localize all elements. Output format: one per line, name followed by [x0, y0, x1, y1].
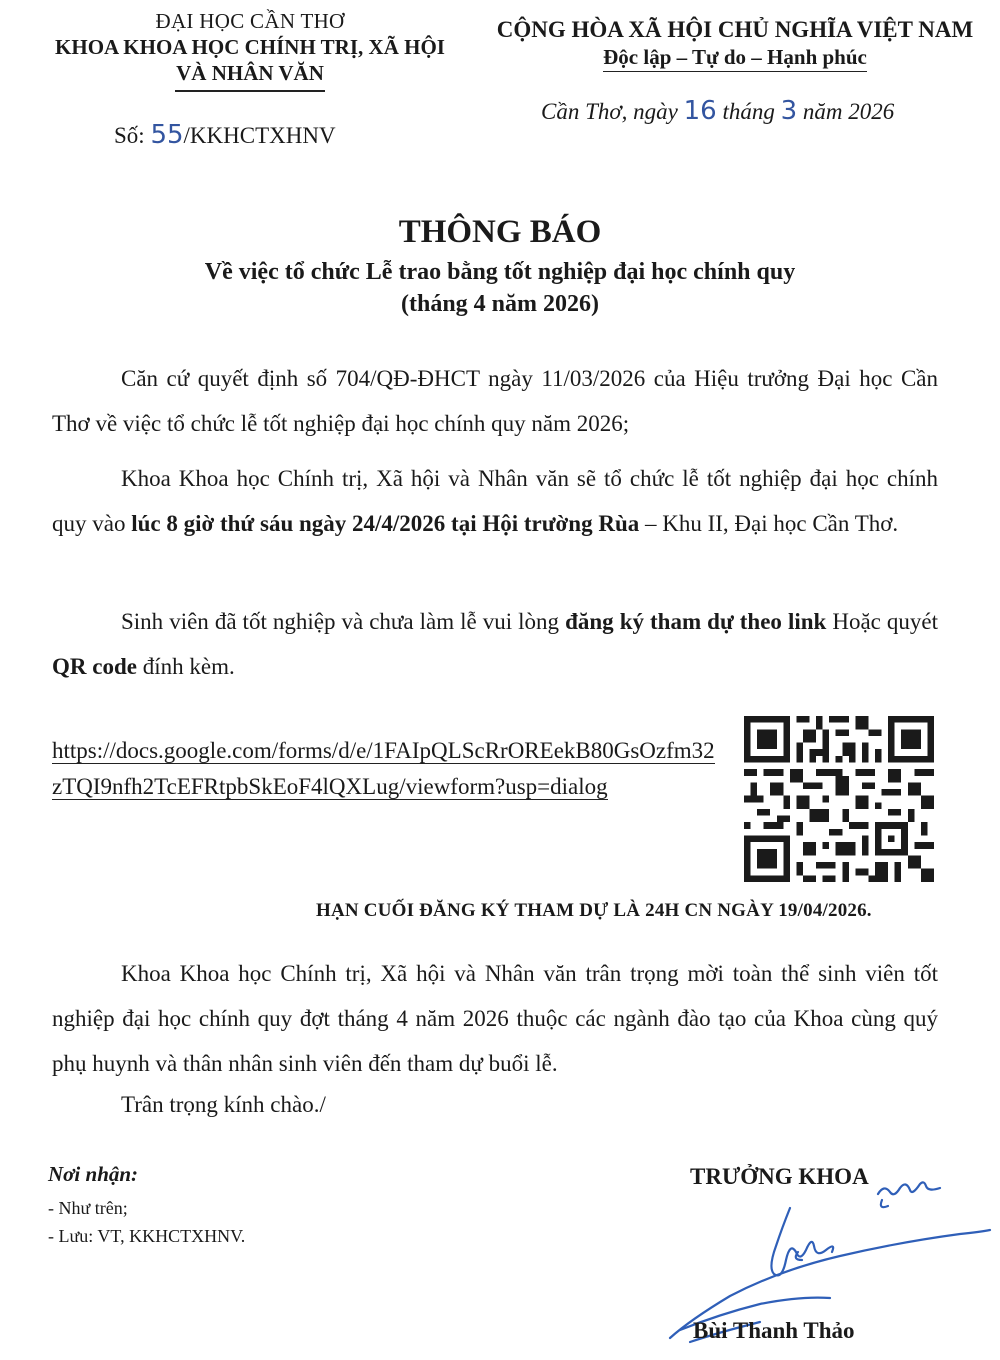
document-date: Cần Thơ, ngày 16 tháng 3 năm 2026: [541, 96, 895, 126]
paragraph-ceremony-info: Khoa Khoa học Chính trị, Xã hội và Nhân văn sẽ tổ chức lễ tốt nghiệp đại học chính quy vào lúc 8 giờ thứ sáu ngày 24/4/2026 tại Hội trường Rùa – Khu II, Đại học Cần Thơ.: [52, 466, 938, 536]
recipients-label: Nơi nhận:: [48, 1162, 139, 1186]
date-day-handwritten: 16: [683, 96, 717, 126]
document-title: THÔNG BÁO: [398, 214, 602, 250]
faculty-name-line1: KHOA KHOA HỌC CHÍNH TRỊ, XÃ HỘI: [55, 35, 445, 59]
national-title: CỘNG HÒA XÃ HỘI CHỦ NGHĨA VIỆT NAM: [496, 17, 974, 42]
paragraph-legal-basis: Căn cứ quyết định số 704/QĐ-ĐHCT ngày 11/03/2026 của Hiệu trưởng Đại học Cần Thơ về việc tổ chức lễ tốt nghiệp đại học chính quy năm 2026;: [52, 366, 938, 436]
document-number: Số: 55/KKHCTXHNV: [114, 120, 336, 150]
registration-link[interactable]: https://docs.google.com/forms/d/e/1FAIpQLScRrOREekB80GsOzfm32zTQI9nfh2TcEFRtpbSkEoF4lQXLug/viewform?usp=dialog: [52, 738, 715, 799]
paragraph-invitation: Khoa Khoa học Chính trị, Xã hội và Nhân văn trân trọng mời toàn thể sinh viên tốt nghiệp đại học chính quy đợt tháng 4 năm 2026 thuộc các ngành đào tạo của Khoa cùng quý phụ huynh và thân nhân sinh viên đến tham dự buổi lễ.: [52, 961, 938, 1076]
paragraph-registration: Sinh viên đã tốt nghiệp và chưa làm lễ vui lòng đăng ký tham dự theo link Hoặc quyét QR code đính kèm.: [52, 609, 938, 679]
closing-greeting: Trân trọng kính chào./: [121, 1092, 326, 1117]
qr-code-icon: [744, 716, 934, 882]
university-name: ĐẠI HỌC CẦN THƠ: [155, 9, 345, 33]
recipient-item: - Lưu: VT, KKHCTXHNV.: [48, 1226, 246, 1246]
document-number-handwritten: 55: [150, 120, 184, 150]
national-motto: Độc lập – Tự do – Hạnh phúc: [470, 44, 1000, 70]
header-left: [0, 8, 500, 92]
document-subtitle: Về việc tổ chức Lễ trao bằng tốt nghiệp đại học chính quy (tháng 4 năm 2026): [204, 259, 796, 317]
signer-name: Bùi Thanh Thảo: [693, 1318, 855, 1343]
date-month-handwritten: 3: [780, 96, 798, 126]
header-right: [470, 16, 1000, 70]
header-left-underline: [175, 90, 325, 92]
registration-deadline: HẠN CUỐI ĐĂNG KÝ THAM DỰ LÀ 24H CN NGÀY 19/04/2026.: [316, 900, 872, 921]
faculty-name-line2: VÀ NHÂN VĂN: [176, 61, 324, 85]
recipient-item: - Như trên;: [48, 1198, 128, 1218]
signer-title: TRƯỞNG KHOA: [690, 1164, 869, 1189]
